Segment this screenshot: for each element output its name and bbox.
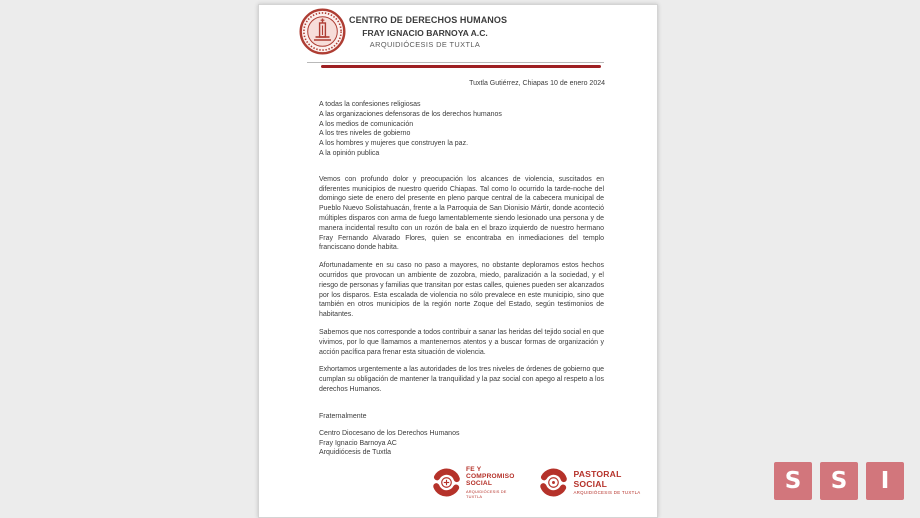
hands-circle-icon [538,467,569,498]
footer-logos [431,466,657,499]
hands-circle-icon [431,467,462,498]
watermark-letter-square: S [820,462,858,500]
letter-paragraph: Exhortamos urgentemente a las autoridades de los tres niveles de órdenes de gobierno que cumplan su obligación de mantener la tranquilidad y la paz social con apego al respeto a los derechos Humanos. [319,366,604,393]
addressee-line: A la opinión publica [319,149,380,157]
organization-seal-icon [299,8,346,55]
addressee-line: A los hombres y mujeres que construyen la paz. [319,140,469,148]
footer-logo-line: FE Y [466,466,482,474]
footer-logo-subline: ARQUIDIÓCESIS DE TUXTLA [573,490,641,496]
signature-line: Fray Ignacio Barnoya AC [319,439,397,447]
addressee-line: A todas la confesiones religiosas [319,101,421,108]
org-name-line1: CENTRO DE DERECHOS HUMANOS [349,15,508,25]
signature-block [319,429,657,458]
letter-paragraph: Sabemos que nos corresponde a todos contribuir a sanar las heridas del tejido social en que vivimos, por lo que llamamos a mantenernos atentos y a buscar formas de organización y acción pacífica para frenar esta situación de violencia. [319,328,604,356]
signature-line: Arquidiócesis de Tuxtla [319,449,391,457]
footer-logo-fe-compromiso-social [431,466,523,499]
organization-name-block [349,8,508,49]
watermark-letter-square: I [866,462,904,500]
date-line: Tuxtla Gutiérrez, Chiapas 10 de enero 2024 [469,80,605,87]
addressee-line: A las organizaciones defensoras de los derechos humanos [319,110,502,118]
addressee-line: A los medios de comunicación [319,120,414,128]
document-page [258,4,658,518]
footer-logo-text [466,466,523,499]
watermark-letter-square: S [774,462,812,500]
addressee-line: A los tres niveles de gobierno [319,130,411,138]
letter-paragraph: Afortunadamente en su caso no paso a mayores, no obstante deploramos estos hechos ocurridos que provocan un ambiente de zozobra, miedo, paralización a la sociedad, y el riesgo de personas y familias que transitan por estas calles, quienes pueden ser alcanzados por los disparos. Esta escalada de violencia no sólo prevalece en este municipio, sino que también en otros municipios de la región norte Zoque del Estado, según testimonios de habitantes. [319,262,604,319]
divider-red-line [321,65,601,68]
footer-logo-line: PASTORAL SOCIAL [573,469,622,490]
divider-thin-line [307,62,604,63]
footer-logo-pastoral-social [538,467,657,498]
footer-logo-text [573,469,657,495]
org-name-line2: FRAY IGNACIO BARNOYA A.C. [362,27,488,38]
org-name-line3: ARQUIDIÓCESIS DE TUXTLA [369,40,481,49]
footer-logo-line: COMPROMISO [466,473,515,481]
ssi-watermark [774,462,904,500]
footer-logo-subline: ARQUIDIÓCESIS DE TUXTLA [466,488,507,499]
letter-body [319,175,604,395]
signature-line: Centro Diocesano de los Derechos Humanos [319,429,460,437]
letter-paragraph: Vemos con profundo dolor y preocupación los alcances de violencia, suscitados en diferentes municipios de nuestro querido Chiapas. Tal como lo ocurrido la tarde-noche del domingo siete de enero del presente en pleno parque central de la cabecera municipal de Pueblo Nuevo Solistahuacán, frente a la Parroquia de San Dionisio Mártir, donde aconteció múltiples disparos con arma de fuego lamentablemente siendo lesionado una persona y de manera incidental resulto con un rozón de bala en el brazo izquierdo de nuestro hermano Fray Fernando Alvarado Flores, quien se encontraba en inmediaciones del templo franciscano donde habita. [319,175,604,252]
closing-line: Fraternalmente [319,412,367,420]
footer-logo-line: SOCIAL [466,480,493,488]
letterhead [259,5,657,55]
addressee-list [319,100,605,159]
